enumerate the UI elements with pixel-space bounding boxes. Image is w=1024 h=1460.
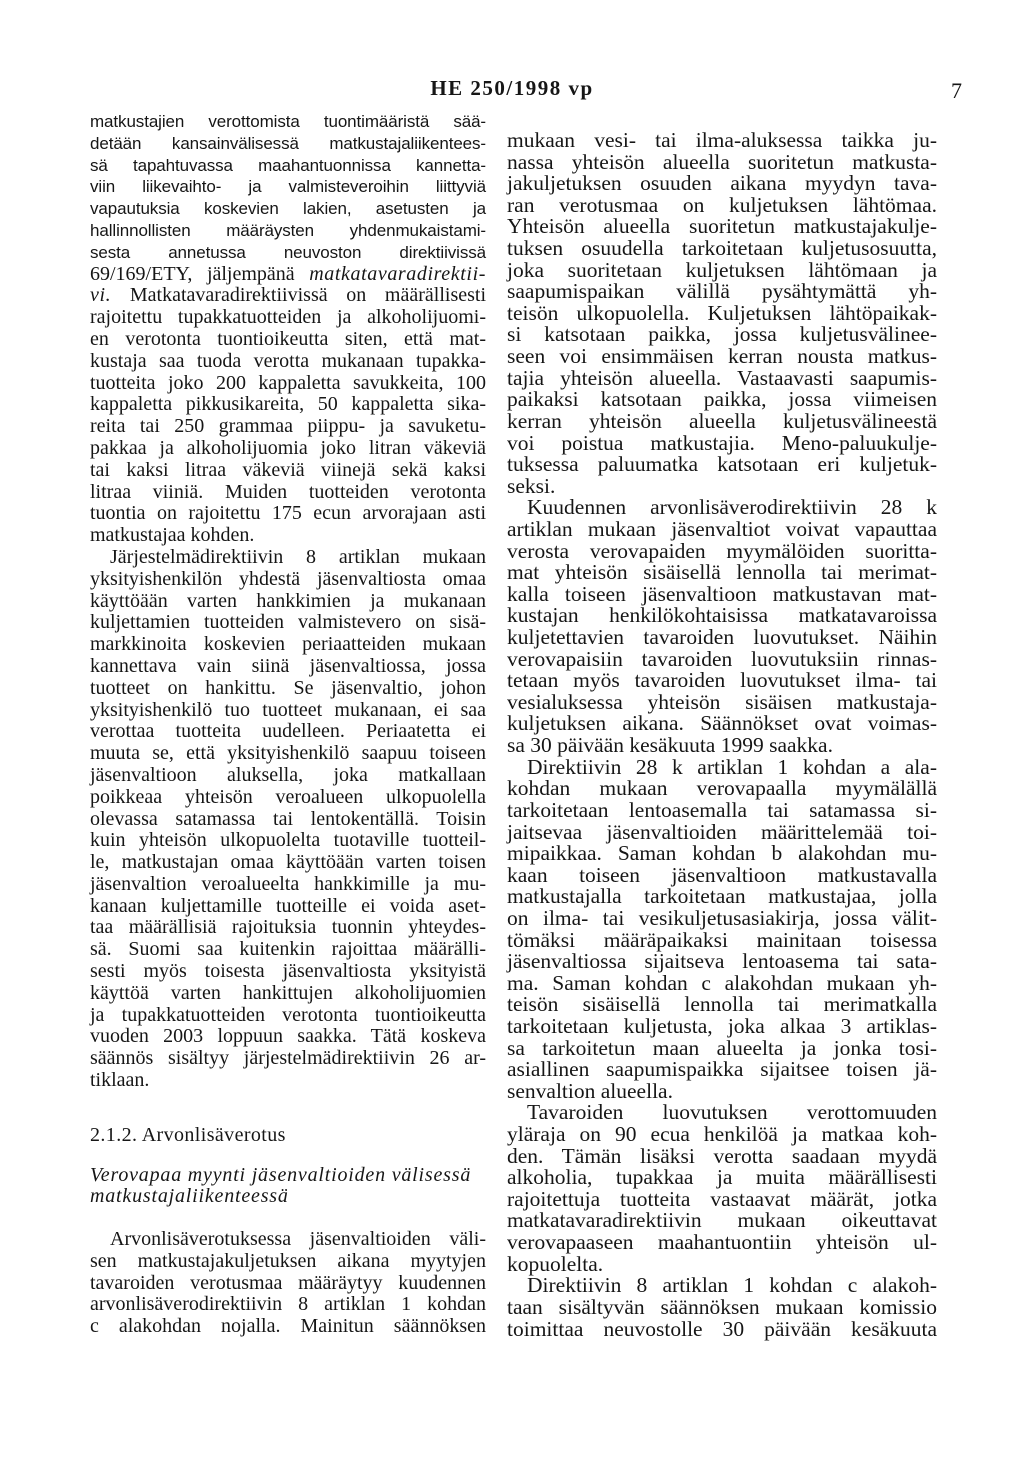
text-line: arvonlisäverodirektiivin 8 artiklan 1 kohdan <box>90 1293 486 1316</box>
text-line: senvaltion alueella. <box>507 1078 673 1103</box>
emphasized-term: matkatavaradirektii- <box>309 262 486 285</box>
emphasized-term: vi. <box>90 284 112 307</box>
text-line: matkustajaa kohden. <box>90 524 255 547</box>
text-line: tuksen osuudella tarkoitetaan kuljetusosuutta, <box>507 236 937 261</box>
text-line: matkatavaradirektiivin mukaan oikeuttavat <box>507 1208 937 1233</box>
text-line: tuontia on rajoitettu 175 ecun arvorajaan asti <box>90 502 486 525</box>
text-line: kalla toiseen jäsenvaltioon matkustavan mat- <box>507 581 937 606</box>
text-line: reita tai 250 grammaa piippu- ja savuketu- <box>90 415 486 438</box>
text-line: taan sisältyvän säännöksen mukaan komissio <box>507 1294 937 1319</box>
text-line: joka suoritetaan kuljetuksen lähtömaan ja <box>507 257 937 282</box>
text-line: ran verotusmaa on kuljetuksen lähtömaa. <box>507 192 937 217</box>
text-line: vesialuksessa yhteisön sisäisen matkustaja- <box>507 689 937 714</box>
text-line: ja tupakkatuotteiden verotonta tuontioikeutta <box>90 1003 486 1026</box>
text-line: Direktiivin 28 k artiklan 1 kohdan a ala- <box>527 754 937 779</box>
text-line <box>90 285 486 307</box>
text-line <box>90 264 486 286</box>
text-line: le, matkustajan omaa käyttöään varten toisen <box>90 851 486 874</box>
text-line: kopuolelta. <box>507 1251 604 1276</box>
text-line: tarkoitetaan lentoasemalla tai satamassa si- <box>507 797 937 822</box>
paragraph <box>507 497 937 756</box>
text-line: alkoholia, tupakkaa ja muita määrällisesti <box>507 1165 937 1190</box>
text-line: en verotonta tuontioikeutta siten, että mat- <box>90 327 486 350</box>
text-line: verottaa tuotteita uudelleen. Periaatetta ei <box>90 720 486 743</box>
text-line: käyttöään varten hankkimien ja mukanaan <box>90 589 486 612</box>
text-line: vapautuksia koskevien lakien, asetusten ja <box>90 199 486 219</box>
text-line: kustaja saa tuoda verotta mukanaan tupakka- <box>90 349 486 372</box>
text-line: kaan toiseen jäsenvaltioon matkustavalla <box>507 862 937 887</box>
text-segment: Matkatavaradirektiivissä on määrällisesti <box>111 284 486 307</box>
section-heading: 2.1.2. Arvonlisäverotus <box>90 1124 286 1146</box>
text-line: paikaksi katsotaan paikka, jossa viimeisen <box>507 387 937 412</box>
text-line: sen matkustajakuljetuksen aikana myytyjen <box>90 1249 486 1272</box>
paragraph <box>507 754 937 1103</box>
right-column <box>507 130 937 1340</box>
text-line: kerran yhteisön alueella kuljetusvälineestä <box>507 408 937 433</box>
left-column <box>90 111 486 1092</box>
text-line: tarkoitetaan kuljetusta, joka alkaa 3 artiklas- <box>507 1013 937 1038</box>
text-line: hallinnollisten määräysten yhdenmukaistami- <box>90 220 486 240</box>
text-line: c alakohdan nojalla. Mainitun säännöksen <box>90 1315 486 1338</box>
text-line: mat yhteisön sisäisellä lennolla tai merimat- <box>507 560 937 585</box>
text-line: verosta verovapaiden myymälöiden suoritta- <box>507 538 937 563</box>
paragraph <box>90 111 486 547</box>
text-line: seen voi ensimmäisen kerran nousta matkus- <box>507 344 937 369</box>
text-line: kappaletta pikkusikareita, 50 kappaletta sika- <box>90 393 486 416</box>
paragraph <box>507 1275 937 1340</box>
left-column-continued <box>90 1229 486 1338</box>
text-line: kanaan kuljettamille tuotteille ei voida aset- <box>90 894 486 917</box>
text-line: Tavaroiden luovutuksen verottomuuden <box>527 1100 937 1125</box>
text-line: seksi. <box>507 473 556 498</box>
text-line: viin liikevaihto- ja valmisteveroihin liittyviä <box>90 177 486 197</box>
text-line: rajoitettu tupakkatuotteiden ja alkoholijuomi- <box>90 306 486 329</box>
text-line: kuin yhteisön ulkopuolelta tuotaville tuotteil- <box>90 829 486 852</box>
text-line: kuljettamien tuotteiden valmistevero on sisä- <box>90 611 486 634</box>
text-line: poikkeaa yhteisön veroalueen ulkopuolella <box>90 785 486 808</box>
text-line: verovapaaseen maahantuontiin yhteisön ul- <box>507 1230 937 1255</box>
paragraph <box>90 1229 486 1338</box>
page-number: 7 <box>951 78 962 103</box>
text-line: jäsenvaltion veroalueelta hankkimille ja mu- <box>90 872 486 895</box>
paragraph <box>507 130 937 497</box>
text-line: tiklaan. <box>90 1069 150 1092</box>
text-line: yksityishenkilön yhdestä jäsenvaltiosta omaa <box>90 567 486 590</box>
text-line: voi poistua matkustajia. Meno-paluukulje- <box>507 430 937 455</box>
text-line: markkinoita koskevien periaatteiden mukaan <box>90 633 486 656</box>
text-line: sä tapahtuvassa maahantuonnissa kannetta- <box>90 155 486 175</box>
text-line: tetaan myös tavaroiden luovutukset ilma- tai <box>507 668 937 693</box>
section-subheading <box>90 1165 486 1207</box>
text-line: litraa viiniä. Muiden tuotteiden verotonta <box>90 480 486 503</box>
text-line: Direktiivin 8 artiklan 1 kohdan c alakoh- <box>527 1273 937 1298</box>
text-line: Kuudennen arvonlisäverodirektiivin 28 k <box>527 495 937 520</box>
text-line: ma. Saman kohdan c alakohdan mukaan yh- <box>507 970 937 995</box>
text-line: vuoden 2003 loppuun saakka. Tätä koskeva <box>90 1025 486 1048</box>
text-line: kuljetuksen aikana. Säännökset ovat voimas- <box>507 711 937 736</box>
text-line: jäsenvaltiossa sijaitseva lentoasema tai sata- <box>507 949 937 974</box>
text-line: verovapaisiin tavaroiden luovutuksiin rinnas- <box>507 646 937 671</box>
paragraph <box>507 1102 937 1275</box>
text-line: teisön sisäisellä lennolla tai merimatkalla <box>507 992 937 1017</box>
text-line: nassa yhteisön alueella suoritetun matkusta- <box>507 149 937 174</box>
text-line: yläraja on 90 ecua henkilöä ja matkaa koh- <box>507 1122 937 1147</box>
text-line: rajoitettuja tuotteita vastaavat määrät, jotka <box>507 1186 937 1211</box>
text-line: den. Tämän lisäksi verotta saadaan myydä <box>507 1143 937 1168</box>
text-line: sa 30 päivään kesäkuuta 1999 saakka. <box>507 733 833 758</box>
text-line: käyttöä varten hankittujen alkoholijuomien <box>90 981 486 1004</box>
text-line: pakkaa ja alkoholijuomia joko litran väkeviä <box>90 436 486 459</box>
text-line: säännös sisältyy järjestelmädirektiivin 26 ar- <box>90 1047 486 1070</box>
text-line: kohdan mukaan verovapaalla myymälällä <box>507 776 937 801</box>
text-line: tömäksi määräpaikaksi mainitaan toisessa <box>507 927 937 952</box>
running-title: HE 250/1998 vp <box>430 76 594 100</box>
text-line: artiklan mukaan jäsenvaltiot voivat vapauttaa <box>507 516 937 541</box>
text-line: muuta se, että yksityishenkilö saapuu toiseen <box>90 742 486 765</box>
paragraph <box>90 547 486 1092</box>
text-line: sesta annetussa neuvoston direktiivissä <box>90 242 486 262</box>
text-line: tuksessa paluumatka katsotaan eri kuljetuk- <box>507 452 937 477</box>
text-line: asiallinen saapumispaikka sijaitsee toisen jä- <box>507 1057 937 1082</box>
text-line: matkustajien verottomista tuontimääristä sää- <box>90 112 486 131</box>
text-line: Arvonlisäverotuksessa jäsenvaltioiden väli- <box>110 1228 486 1250</box>
text-line: teisön ulkopuolella. Kuljetuksen lähtöpaikak- <box>507 300 937 325</box>
text-line: olevassa satamassa tai lentokentällä. Toisin <box>90 807 486 830</box>
text-line: saapumispaikan välillä pysähtymättä yh- <box>507 279 937 304</box>
text-line: yksityishenkilö tuo tuotteet mukanaan, ei saa <box>90 698 486 721</box>
text-line: tai kaksi litraa väkeviä viinejä sekä kaksi <box>90 458 486 481</box>
text-line: sesti myös toisesta jäsenvaltiosta yksityistä <box>90 960 486 983</box>
text-line: tuotteet on hankittu. Se jäsenvaltio, johon <box>90 676 486 699</box>
text-line: jäsenvaltioon aluksella, joka matkallaan <box>90 763 486 786</box>
text-line: kannettava vain siinä jäsenvaltiossa, jossa <box>90 654 486 677</box>
text-line: matkustajaliikenteessä <box>90 1185 289 1207</box>
text-line: Järjestelmädirektiivin 8 artiklan mukaan <box>110 545 486 568</box>
text-line: tuotteita joko 200 kappaletta savukkeita, 100 <box>90 371 486 394</box>
text-line: Verovapaa myynti jäsenvaltioiden välisessä <box>90 1164 472 1186</box>
text-line: tavaroiden verotusmaa määräytyy kuudennen <box>90 1271 486 1294</box>
text-segment: 69/169/ETY, jäljempänä <box>90 262 310 285</box>
text-line: sä. Suomi saa kuitenkin rajoittaa määrälli- <box>90 938 486 961</box>
text-line: sa tarkoitetun maan alueelta ja jonka tosi- <box>507 1035 937 1060</box>
text-line: kustajan henkilökohtaisissa matkatavaroissa <box>507 603 937 628</box>
text-line: jakuljetuksen osuuden aikana myydyn tava- <box>507 171 937 196</box>
text-line: detään kansainvälisessä matkustajaliikentees- <box>90 133 486 153</box>
text-line: kuljetettavien tavaroiden luovutukset. Näihin <box>507 625 937 650</box>
text-line: mukaan vesi- tai ilma-aluksessa taikka ju- <box>507 128 937 152</box>
text-line: si katsotaan paikka, jossa kuljetusvälinee- <box>507 322 937 347</box>
text-line: taa määrällisiä rajoituksia tuonnin yhteydes- <box>90 916 486 939</box>
text-line: on ilma- tai vesikuljetusasiakirja, jossa välit- <box>507 905 937 930</box>
text-line: matkustajalla tarkoitetaan matkustajaa, jolla <box>507 884 937 909</box>
text-line: tajia yhteisön alueella. Vastaavasti saapumis- <box>507 365 937 390</box>
text-line: toimittaa neuvostolle 30 päivään kesäkuuta <box>507 1316 937 1341</box>
text-line: mipaikkaa. Saman kohdan b alakohdan mu- <box>507 841 937 866</box>
text-line: Yhteisön alueella suoritetun matkustajakulje- <box>507 214 937 239</box>
text-line: jaitsevaa jäsenvaltioiden määrittelemää toi- <box>507 819 937 844</box>
